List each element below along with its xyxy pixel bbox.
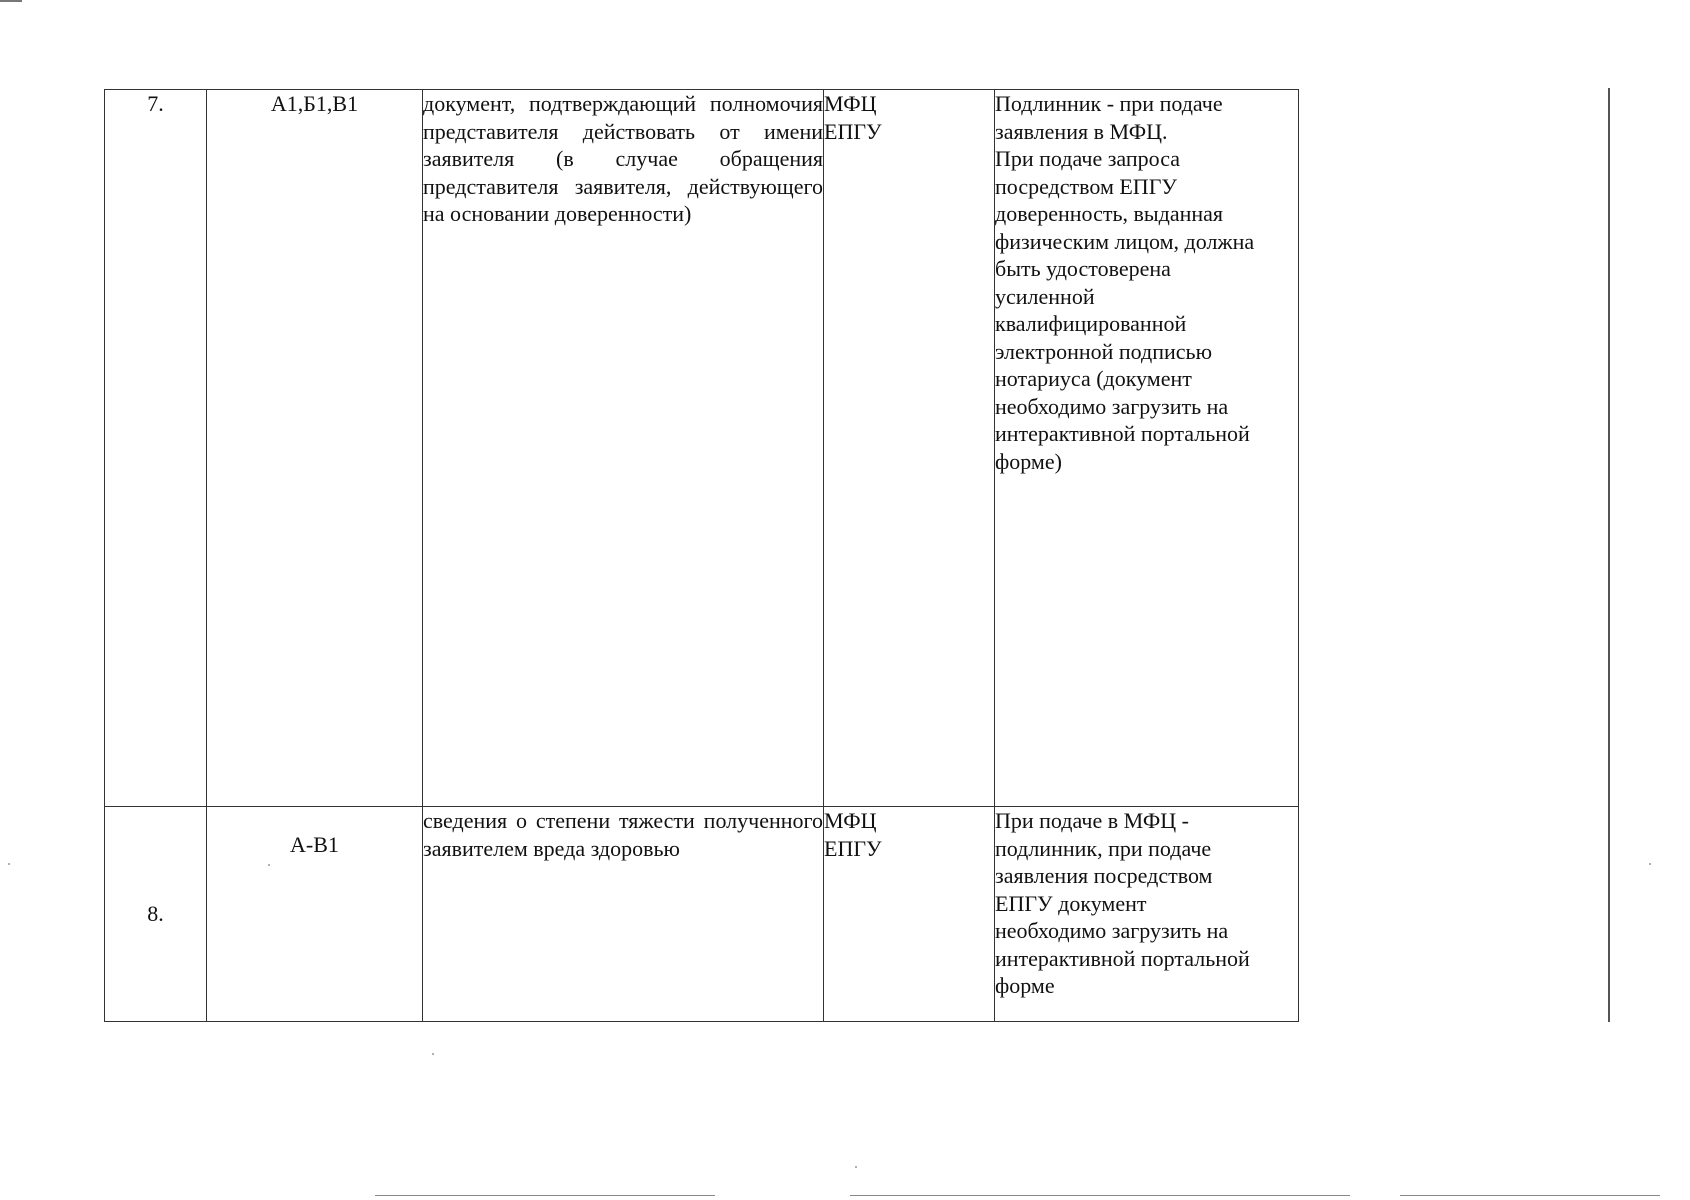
row-number: 7. xyxy=(147,91,164,116)
note-line: интерактивной портальной xyxy=(995,945,1250,971)
note-line: быть удостоверена xyxy=(995,256,1171,281)
note-line: При подаче в МФЦ - xyxy=(995,808,1189,833)
note-line: Подлинник - при подаче xyxy=(995,91,1223,116)
channel-epgu: ЕПГУ xyxy=(824,118,882,144)
table-row xyxy=(105,90,1299,807)
scan-bottom-edge xyxy=(375,1195,715,1196)
note-line: При подаче запроса xyxy=(995,146,1180,171)
applicant-categories: А1,Б1,В1 xyxy=(270,91,359,116)
document-description-cell xyxy=(423,90,824,807)
row-number-cell xyxy=(105,90,207,807)
note-line: необходимо загрузить на xyxy=(995,918,1229,943)
documents-table xyxy=(104,89,1299,1022)
row-number-cell xyxy=(105,807,207,1022)
scan-speck xyxy=(268,864,270,866)
channel-epgu: ЕПГУ xyxy=(824,835,882,861)
applicant-categories: А-В1 xyxy=(290,832,339,857)
scan-speck xyxy=(1649,863,1651,865)
note-line: ЕПГУ документ xyxy=(995,890,1147,916)
note-line: электронной подписью xyxy=(995,338,1213,364)
document-description: документ, подтверждающий полномочия представителя действовать от имени заявителя (в случае обращения представителя заявителя, действующего на основании доверенности) xyxy=(423,91,823,226)
scan-bottom-edge xyxy=(850,1195,1350,1196)
document-description: сведения о степени тяжести полученного заявителем вреда здоровью xyxy=(423,808,823,861)
note-line: необходимо загрузить на xyxy=(995,393,1229,419)
submission-channel-cell xyxy=(824,90,995,807)
submission-channel-cell xyxy=(824,807,995,1022)
channel-mfc: МФЦ xyxy=(824,91,877,116)
note-line: форме) xyxy=(995,448,1062,474)
note-line: подлинник, при подаче xyxy=(995,835,1212,861)
applicant-category-cell xyxy=(207,90,423,807)
note-line: заявления посредством xyxy=(995,863,1213,888)
applicant-category-cell xyxy=(207,807,423,1022)
scan-speck xyxy=(855,1166,857,1168)
note-line: доверенность, выданная xyxy=(995,201,1224,226)
note-line: нотариуса (документ xyxy=(995,366,1192,391)
submission-note-cell xyxy=(995,807,1299,1022)
scan-bottom-edge xyxy=(1400,1195,1660,1196)
scan-margin-line xyxy=(1608,88,1610,1022)
channel-mfc: МФЦ xyxy=(824,808,877,833)
note-line: усиленной xyxy=(995,283,1095,309)
note-line: интерактивной портальной xyxy=(995,421,1250,446)
scan-speck xyxy=(432,1053,434,1055)
note-line: посредством ЕПГУ xyxy=(995,173,1177,199)
submission-note-cell xyxy=(995,90,1299,807)
document-description-cell xyxy=(423,807,824,1022)
row-number: 8. xyxy=(147,901,164,927)
scan-edge-mark xyxy=(0,0,22,2)
note-line: заявления в МФЦ. xyxy=(995,118,1168,144)
note-line: форме xyxy=(995,973,1055,998)
scan-speck xyxy=(8,863,10,865)
table-row xyxy=(105,807,1299,1022)
note-line: квалифицированной xyxy=(995,311,1187,336)
note-line: физическим лицом, должна xyxy=(995,228,1255,254)
